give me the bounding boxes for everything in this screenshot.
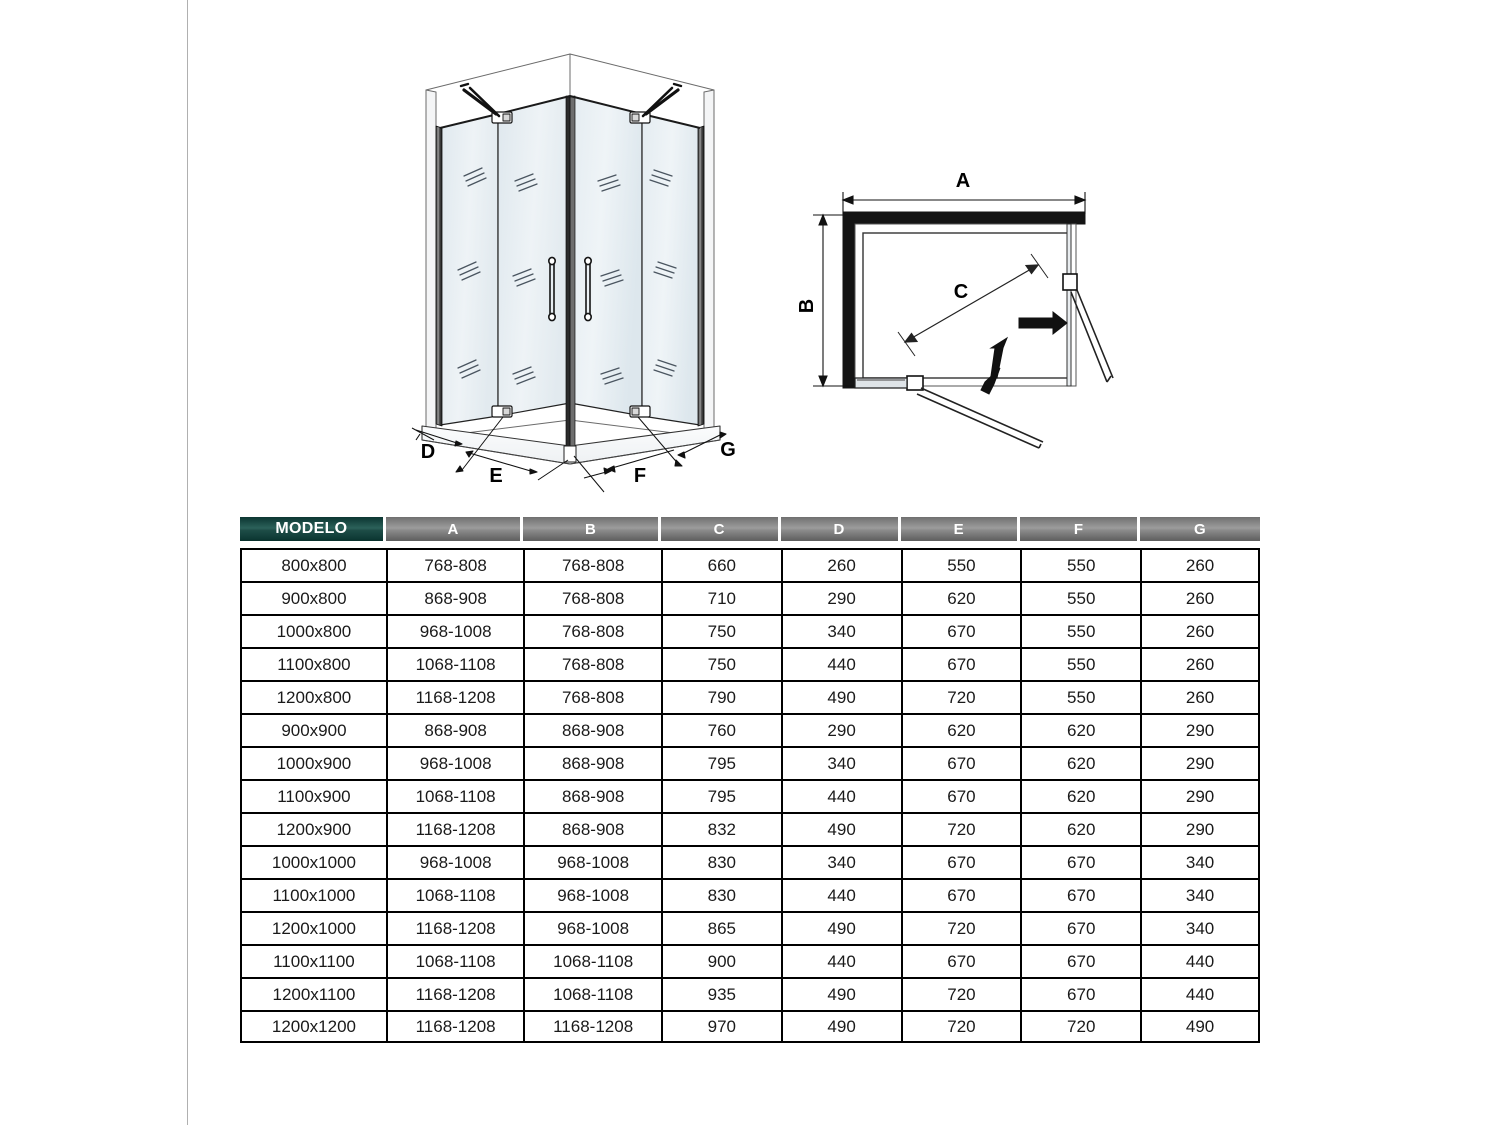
- cell-e: 670: [901, 746, 1021, 779]
- cell-modelo: 1200x1100: [240, 977, 386, 1010]
- cell-f: 550: [1020, 581, 1140, 614]
- cell-c: 750: [661, 614, 781, 647]
- header-modelo: MODELO: [240, 517, 386, 541]
- table-row: [240, 548, 1260, 581]
- cell-g: 290: [1140, 812, 1260, 845]
- cell-d: 340: [781, 746, 901, 779]
- cell-c: 660: [661, 548, 781, 581]
- cell-d: 490: [781, 1010, 901, 1043]
- cell-e: 720: [901, 911, 1021, 944]
- iso-dimension-label-d: D: [420, 441, 436, 463]
- cell-modelo: 1200x1200: [240, 1010, 386, 1043]
- cell-modelo: 800x800: [240, 548, 386, 581]
- cell-e: 670: [901, 944, 1021, 977]
- cell-a: 768-808: [386, 548, 524, 581]
- header-spacer: [240, 541, 1260, 548]
- table-row: [240, 812, 1260, 845]
- cell-g: 260: [1140, 647, 1260, 680]
- cell-modelo: 900x800: [240, 581, 386, 614]
- cell-c: 830: [661, 878, 781, 911]
- cell-f: 670: [1020, 977, 1140, 1010]
- cell-f: 550: [1020, 548, 1140, 581]
- cell-modelo: 1100x1000: [240, 878, 386, 911]
- cell-f: 550: [1020, 614, 1140, 647]
- cell-g: 290: [1140, 713, 1260, 746]
- table-row: [240, 779, 1260, 812]
- table-row: [240, 647, 1260, 680]
- cell-g: 340: [1140, 878, 1260, 911]
- cell-e: 620: [901, 713, 1021, 746]
- header-e: E: [901, 517, 1021, 541]
- cell-a: 1068-1108: [386, 647, 524, 680]
- plan-dimension-label-a: A: [955, 170, 971, 192]
- cell-d: 340: [781, 614, 901, 647]
- cell-e: 670: [901, 779, 1021, 812]
- cell-b: 1168-1208: [523, 1010, 661, 1043]
- cell-e: 620: [901, 581, 1021, 614]
- cell-b: 968-1008: [523, 878, 661, 911]
- header-d: D: [781, 517, 901, 541]
- plan-dimension-label-c: C: [953, 281, 969, 303]
- cell-g: 290: [1140, 746, 1260, 779]
- header-f: F: [1020, 517, 1140, 541]
- cell-g: 340: [1140, 845, 1260, 878]
- table-row: [240, 977, 1260, 1010]
- cell-f: 620: [1020, 746, 1140, 779]
- table-row: [240, 911, 1260, 944]
- cell-d: 340: [781, 845, 901, 878]
- table-row: [240, 845, 1260, 878]
- cell-d: 260: [781, 548, 901, 581]
- specification-table-container: [240, 517, 1260, 1043]
- cell-c: 970: [661, 1010, 781, 1043]
- header-row: [240, 517, 1260, 541]
- cell-c: 795: [661, 779, 781, 812]
- cell-a: 1168-1208: [386, 680, 524, 713]
- cell-b: 768-808: [523, 614, 661, 647]
- cell-c: 795: [661, 746, 781, 779]
- cell-d: 490: [781, 977, 901, 1010]
- table-row: [240, 1010, 1260, 1043]
- cell-modelo: 1100x800: [240, 647, 386, 680]
- table-row: [240, 581, 1260, 614]
- iso-dimension-label-g: G: [720, 439, 736, 461]
- cell-c: 832: [661, 812, 781, 845]
- cell-modelo: 900x900: [240, 713, 386, 746]
- cell-f: 670: [1020, 944, 1140, 977]
- cell-b: 768-808: [523, 647, 661, 680]
- cell-f: 670: [1020, 911, 1140, 944]
- cell-modelo: 1000x1000: [240, 845, 386, 878]
- cell-d: 490: [781, 911, 901, 944]
- cell-f: 620: [1020, 812, 1140, 845]
- cell-f: 620: [1020, 779, 1140, 812]
- cell-f: 620: [1020, 713, 1140, 746]
- cell-g: 260: [1140, 680, 1260, 713]
- cell-modelo: 1000x800: [240, 614, 386, 647]
- cell-g: 260: [1140, 581, 1260, 614]
- table-row: [240, 680, 1260, 713]
- cell-a: 1068-1108: [386, 944, 524, 977]
- cell-e: 720: [901, 812, 1021, 845]
- cell-e: 720: [901, 680, 1021, 713]
- cell-b: 768-808: [523, 548, 661, 581]
- iso-dimension-label-e: E: [489, 465, 503, 487]
- cell-f: 550: [1020, 647, 1140, 680]
- cell-a: 1168-1208: [386, 977, 524, 1010]
- cell-modelo: 1200x1000: [240, 911, 386, 944]
- cell-a: 1068-1108: [386, 779, 524, 812]
- cell-a: 968-1008: [386, 845, 524, 878]
- cell-b: 868-908: [523, 812, 661, 845]
- cell-d: 490: [781, 812, 901, 845]
- cell-a: 1168-1208: [386, 1010, 524, 1043]
- cell-b: 868-908: [523, 746, 661, 779]
- cell-d: 290: [781, 713, 901, 746]
- cell-d: 440: [781, 878, 901, 911]
- cell-e: 720: [901, 1010, 1021, 1043]
- cell-e: 670: [901, 878, 1021, 911]
- header-g: G: [1140, 517, 1260, 541]
- cell-modelo: 1100x900: [240, 779, 386, 812]
- cell-f: 720: [1020, 1010, 1140, 1043]
- header-spacer-row: [240, 541, 1260, 548]
- table-row: [240, 878, 1260, 911]
- cell-g: 290: [1140, 779, 1260, 812]
- cell-d: 290: [781, 581, 901, 614]
- header-a: A: [386, 517, 524, 541]
- cell-b: 868-908: [523, 713, 661, 746]
- header-b: B: [523, 517, 661, 541]
- cell-a: 868-908: [386, 581, 524, 614]
- cell-c: 830: [661, 845, 781, 878]
- cell-a: 868-908: [386, 713, 524, 746]
- cell-b: 868-908: [523, 779, 661, 812]
- cell-b: 968-1008: [523, 911, 661, 944]
- cell-c: 750: [661, 647, 781, 680]
- cell-b: 1068-1108: [523, 944, 661, 977]
- cell-a: 1168-1208: [386, 911, 524, 944]
- cell-e: 670: [901, 647, 1021, 680]
- cell-modelo: 1100x1100: [240, 944, 386, 977]
- cell-g: 490: [1140, 1010, 1260, 1043]
- cell-e: 550: [901, 548, 1021, 581]
- iso-dimension-label-f: F: [633, 465, 647, 487]
- table-header: [240, 517, 1260, 548]
- cell-a: 1068-1108: [386, 878, 524, 911]
- cell-g: 440: [1140, 944, 1260, 977]
- cell-e: 670: [901, 614, 1021, 647]
- specification-table: [240, 517, 1260, 1043]
- cell-modelo: 1200x900: [240, 812, 386, 845]
- cell-f: 670: [1020, 878, 1140, 911]
- shower-enclosure-isometric-diagram: [398, 48, 748, 493]
- cell-b: 768-808: [523, 581, 661, 614]
- table-row: [240, 713, 1260, 746]
- cell-c: 760: [661, 713, 781, 746]
- cell-f: 550: [1020, 680, 1140, 713]
- cell-d: 440: [781, 779, 901, 812]
- plan-dimension-label-b: B: [796, 298, 818, 314]
- cell-d: 440: [781, 944, 901, 977]
- cell-g: 260: [1140, 548, 1260, 581]
- cell-e: 720: [901, 977, 1021, 1010]
- cell-b: 1068-1108: [523, 977, 661, 1010]
- cell-a: 1168-1208: [386, 812, 524, 845]
- cell-modelo: 1000x900: [240, 746, 386, 779]
- left-margin-rule: [187, 0, 188, 1125]
- cell-g: 260: [1140, 614, 1260, 647]
- cell-g: 340: [1140, 911, 1260, 944]
- shower-enclosure-plan-diagram: [795, 170, 1115, 460]
- cell-d: 490: [781, 680, 901, 713]
- header-c: C: [661, 517, 781, 541]
- cell-a: 968-1008: [386, 614, 524, 647]
- cell-f: 670: [1020, 845, 1140, 878]
- table-row: [240, 614, 1260, 647]
- cell-b: 968-1008: [523, 845, 661, 878]
- cell-e: 670: [901, 845, 1021, 878]
- cell-b: 768-808: [523, 680, 661, 713]
- table-row: [240, 746, 1260, 779]
- cell-g: 440: [1140, 977, 1260, 1010]
- cell-c: 865: [661, 911, 781, 944]
- cell-c: 710: [661, 581, 781, 614]
- cell-c: 790: [661, 680, 781, 713]
- cell-c: 900: [661, 944, 781, 977]
- cell-d: 440: [781, 647, 901, 680]
- cell-c: 935: [661, 977, 781, 1010]
- table-body: [240, 548, 1260, 1043]
- cell-modelo: 1200x800: [240, 680, 386, 713]
- table-row: [240, 944, 1260, 977]
- cell-a: 968-1008: [386, 746, 524, 779]
